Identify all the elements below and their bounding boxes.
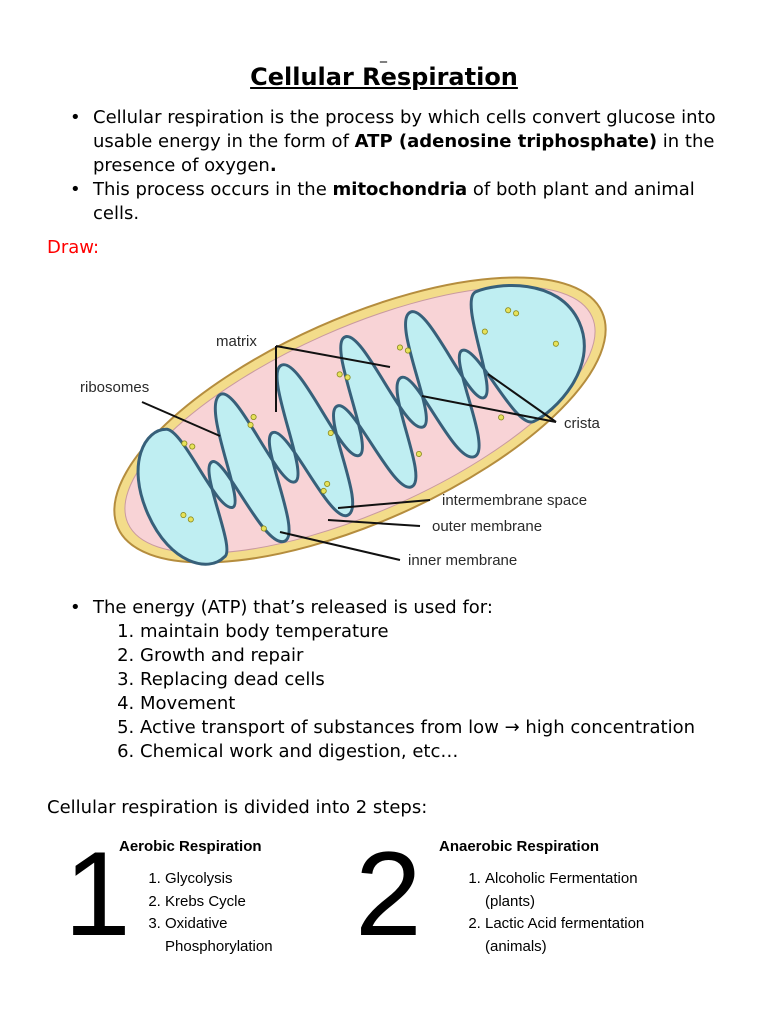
atp-term: ATP (adenosine triphosphate) (354, 131, 658, 152)
steps-intro: Cellular respiration is divided into 2 steps: (47, 797, 428, 818)
mitochondrion-body (76, 270, 643, 590)
step-2-list (440, 868, 725, 958)
list-item: 5. Active transport of substances from low → high concentration (140, 716, 760, 740)
bullet-text: This process occurs in the (93, 179, 333, 200)
list-item: 2. Lactic Acid fermentation (animals) (485, 913, 670, 958)
list-item: 2. Growth and repair (140, 644, 760, 668)
intro-bullet-list (70, 106, 740, 226)
list-item: 1. maintain body temperature (140, 620, 760, 644)
intro-bullet-atp (70, 106, 740, 178)
mitochondria-term: mitochondria (332, 179, 468, 200)
label-crista: crista (564, 415, 600, 432)
label-intermembrane-space: intermembrane space (442, 492, 588, 509)
intro-bullet-mitochondria (70, 178, 740, 226)
label-ribosomes: ribosomes (80, 379, 150, 396)
bullet-end-period: . (269, 155, 277, 176)
stray-mark: _ (380, 47, 387, 63)
list-item: 4. Movement (140, 692, 760, 716)
label-matrix: matrix (216, 333, 257, 350)
list-item: 3. Replacing dead cells (140, 668, 760, 692)
atp-uses-list (70, 620, 760, 764)
list-item: 6. Chemical work and digestion, etc… (140, 740, 760, 764)
list-item: 1. Glycolysis (165, 868, 365, 891)
step-1-title: Aerobic Respiration (119, 838, 262, 855)
step-2-number: 2 (355, 827, 422, 961)
label-inner-membrane: inner membrane (408, 552, 518, 569)
page-title: Cellular Respiration (250, 63, 518, 91)
atp-uses-section (70, 596, 760, 764)
step-1-list (120, 868, 365, 958)
list-item: 1. Alcoholic Fermentation (plants) (485, 868, 663, 913)
draw-label: Draw: (47, 237, 100, 258)
list-item: 3. Oxidative Phosphorylation (165, 913, 275, 958)
list-item: 2. Krebs Cycle (165, 891, 365, 914)
step-1-number: 1 (64, 827, 131, 961)
bullet-text: Cellular respiration is the process by which cells convert glucose into usable energy in the form of (93, 107, 716, 152)
bullet-text: of both plant and animal cells. (93, 179, 695, 224)
bullet-text: in the presence of oxygen (93, 131, 715, 176)
atp-uses-heading: • The energy (ATP) that’s released is used for: (70, 596, 760, 620)
step-2-title: Anaerobic Respiration (439, 838, 600, 855)
mitochondrion-diagram (70, 270, 670, 590)
label-outer-membrane: outer membrane (432, 518, 543, 535)
